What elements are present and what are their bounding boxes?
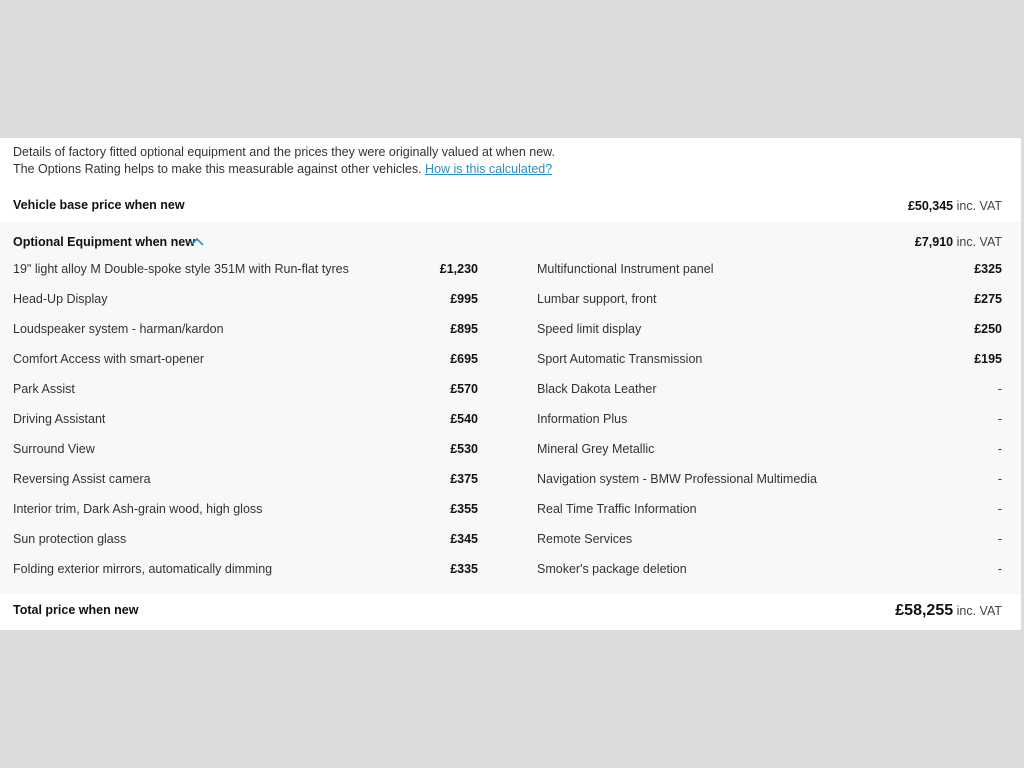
option-item-name: Sport Automatic Transmission [537, 352, 703, 366]
intro-line-2 [13, 161, 555, 178]
option-item [537, 532, 1002, 562]
option-item [13, 352, 478, 382]
option-item [537, 262, 1002, 292]
option-item-price: £375 [450, 472, 478, 486]
optional-equipment-vat: inc. VAT [956, 235, 1002, 249]
option-item-price: £895 [450, 322, 478, 336]
option-item [537, 562, 1002, 592]
total-price-value [895, 602, 1002, 620]
base-price-value [908, 199, 1002, 213]
option-item-price: - [997, 412, 1002, 426]
chevron-up-icon[interactable] [190, 238, 204, 246]
option-item [537, 412, 1002, 442]
base-price-row [0, 188, 1021, 222]
option-item-price: £695 [450, 352, 478, 366]
option-item [537, 382, 1002, 412]
option-item-price: £995 [450, 292, 478, 306]
option-item-name: Comfort Access with smart-opener [13, 352, 205, 366]
option-item-price: £530 [450, 442, 478, 456]
base-price-amount: £50,345 [907, 199, 954, 213]
option-item [13, 292, 478, 322]
option-item-name: Smoker's package deletion [537, 562, 687, 576]
optional-equipment-total [915, 235, 1002, 249]
option-item [13, 562, 478, 592]
base-price-label: Vehicle base price when new [13, 198, 185, 212]
option-item-name: Interior trim, Dark Ash-grain wood, high gloss [13, 502, 263, 516]
intro-line-2-text: The Options Rating helps to make this measurable against other vehicles. [13, 162, 422, 176]
option-item-name: Loudspeaker system - harman/kardon [13, 322, 224, 336]
option-item-price: - [997, 472, 1002, 486]
option-item [13, 382, 478, 412]
option-item [13, 412, 478, 442]
options-panel [0, 138, 1021, 630]
option-item-name: Speed limit display [537, 322, 642, 336]
option-item-name: Sun protection glass [13, 532, 127, 546]
option-item-name: Mineral Grey Metallic [537, 442, 655, 456]
option-item-price: £1,230 [439, 262, 478, 276]
option-item-price: £540 [450, 412, 478, 426]
option-item-name: Park Assist [13, 382, 75, 396]
option-item [537, 322, 1002, 352]
option-item [537, 442, 1002, 472]
option-item-name: 19" light alloy M Double-spoke style 351M with Run-flat tyres [13, 262, 349, 276]
option-item-name: Head-Up Display [13, 292, 108, 306]
option-item-name: Surround View [13, 442, 95, 456]
option-item-name: Black Dakota Leather [537, 382, 657, 396]
option-item-price: - [997, 442, 1002, 456]
base-price-vat: inc. VAT [956, 199, 1002, 213]
total-price-amount: £58,255 [895, 602, 954, 619]
option-item [13, 442, 478, 472]
option-item-price: £570 [450, 382, 478, 396]
option-item [537, 352, 1002, 382]
option-item [537, 292, 1002, 322]
optional-equipment-section [0, 222, 1021, 594]
optional-equipment-toggle[interactable]: Optional Equipment when new [13, 235, 195, 249]
option-item-price: £345 [450, 532, 478, 546]
option-item-price: £195 [974, 352, 1002, 366]
option-item [13, 322, 478, 352]
option-item-name: Multifunctional Instrument panel [537, 262, 714, 276]
option-item-name: Driving Assistant [13, 412, 106, 426]
option-item-name: Real Time Traffic Information [537, 502, 697, 516]
option-item-name: Information Plus [537, 412, 628, 426]
option-item-price: £250 [974, 322, 1002, 336]
option-item [13, 532, 478, 562]
option-item [13, 502, 478, 532]
option-item-name: Navigation system - BMW Professional Multimedia [537, 472, 817, 486]
option-item [537, 472, 1002, 502]
option-item-name: Remote Services [537, 532, 633, 546]
intro-text [13, 144, 555, 178]
option-item-name: Reversing Assist camera [13, 472, 151, 486]
option-item-price: - [997, 562, 1002, 576]
option-item [537, 502, 1002, 532]
option-item-price: - [997, 532, 1002, 546]
option-item-price: £325 [974, 262, 1002, 276]
option-item-price: £355 [450, 502, 478, 516]
total-price-vat: inc. VAT [956, 604, 1002, 618]
intro-line-1: Details of factory fitted optional equipment and the prices they were originally valued at when new. [13, 145, 555, 159]
option-item [13, 472, 478, 502]
option-item-name: Folding exterior mirrors, automatically dimming [13, 562, 273, 576]
optional-equipment-amount: £7,910 [914, 235, 954, 249]
total-price-label: Total price when new [13, 603, 139, 617]
option-item-price: £335 [450, 562, 478, 576]
option-item-price: £275 [974, 292, 1002, 306]
total-price-row [0, 594, 1021, 630]
option-item [13, 262, 478, 292]
option-item-name: Lumbar support, front [537, 292, 657, 306]
option-item-price: - [997, 382, 1002, 396]
option-item-price: - [997, 502, 1002, 516]
how-calculated-link[interactable]: How is this calculated? [425, 162, 553, 176]
